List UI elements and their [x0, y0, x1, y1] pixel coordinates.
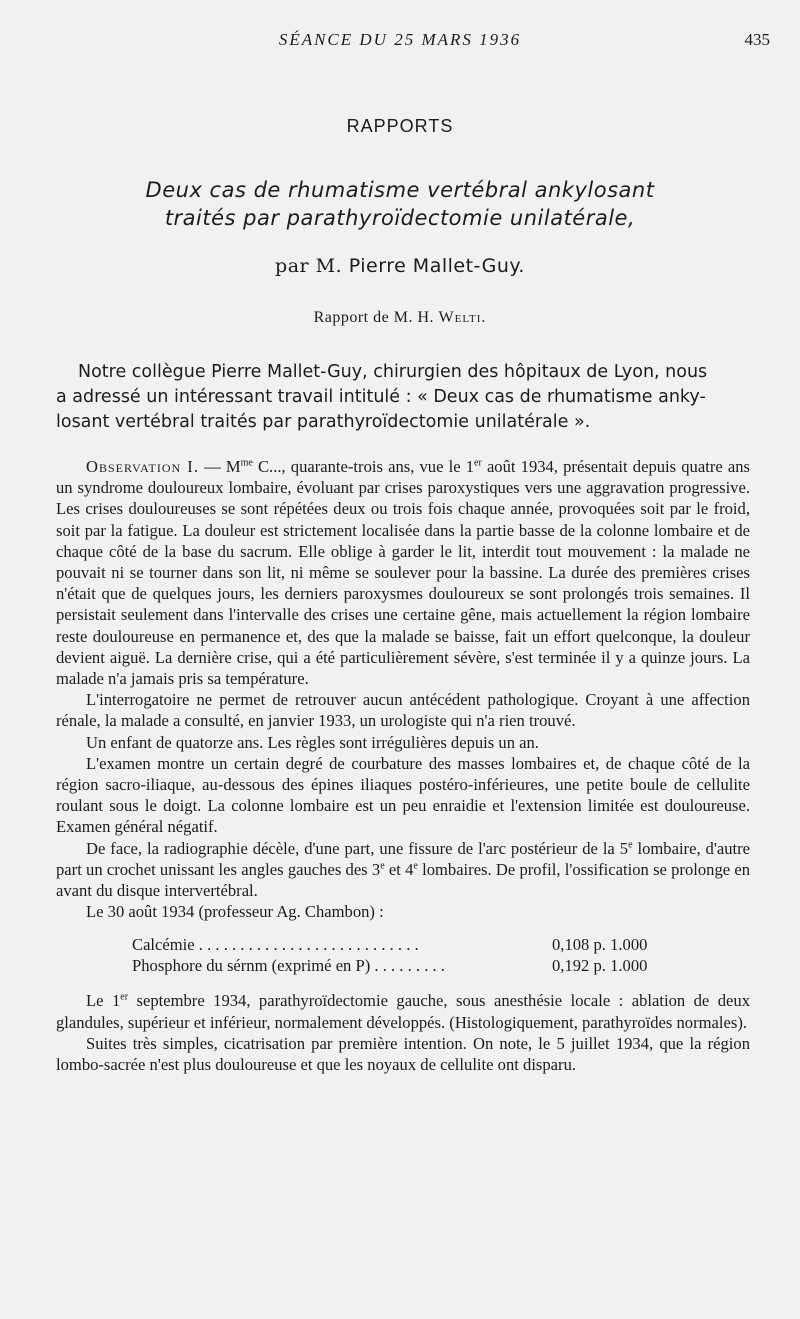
section-heading: RAPPORTS: [346, 116, 454, 136]
author-line: [0, 255, 800, 277]
observation-paragraph-5: [56, 838, 750, 902]
after-p1-b: septembre 1934, parathyroïdectomie gauche, sous anesthésie locale : ablation de deux glandules, supérieur et inférieur, normalement développés. (Histologiquement, parathyroïdes normales).: [56, 991, 751, 1032]
p5-sup-2: e: [380, 860, 385, 872]
author-name: Pierre Mallet-Guy.: [348, 255, 525, 277]
after-p1-a: Le 1: [86, 991, 121, 1011]
lab-results: [56, 934, 750, 976]
observation-label: Observation I.: [86, 457, 199, 476]
article-title-line-1: Deux cas de rhumatisme vertébral ankylosant: [145, 178, 655, 202]
intro-line-1: Notre collègue Pierre Mallet-Guy, chirurgien des hôpitaux de Lyon, nous: [78, 362, 708, 382]
lab-row: [56, 955, 750, 976]
lab-row: [56, 934, 750, 955]
lab-value: 0,192 p. 1.000: [552, 956, 648, 976]
after-p1-sup: er: [120, 991, 129, 1003]
after-paragraph-2: Suites très simples, cicatrisation par première intention. On note, le 5 juillet 1934, que la région lombo-sacrée n'est plus douloureuse et que les noyaux de cellulite ont disparu.: [56, 1033, 750, 1075]
lab-label: Phosphore du sérnm (exprimé en P) . . . . . . . . .: [132, 956, 445, 976]
report-prefix: Rapport de M. H.: [313, 309, 434, 326]
intro-line-3: losant vertébral traités par parathyroïdectomie unilatérale ».: [56, 412, 591, 432]
article-title: [0, 176, 800, 232]
lab-label: Calcémie . . . . . . . . . . . . . . . . . . . . . . . . . . .: [132, 935, 419, 955]
p5-a: De face, la radiographie décèle, d'une part, une fissure de l'arc postérieur de la 5: [86, 838, 629, 858]
p5-c: et 4: [384, 859, 414, 879]
report-author: Welti.: [438, 309, 487, 326]
p5-sup-1: e: [628, 839, 633, 851]
article-title-line-2: traités par parathyroïdectomie unilatérale,: [164, 206, 636, 230]
observation-paragraph-6: Le 30 août 1934 (professeur Ag. Chambon) :: [86, 902, 384, 922]
after-paragraph-1: [56, 990, 750, 1032]
observation-paragraph-2: L'interrogatoire ne permet de retrouver aucun antécédent pathologique. Croyant à une affection rénale, la malade a consulté, en janvier 1933, un urologiste qui n'a rien trouvé.: [56, 690, 750, 731]
observation-paragraph-3: Un enfant de quatorze ans. Les règles sont irrégulières depuis un an.: [86, 732, 539, 752]
page-number: 435: [744, 30, 770, 49]
observation-paragraph-4: L'examen montre un certain degré de courbature des masses lombaires et, de chaque côté de la région sacro-iliaque, au-dessous des épines iliaques postéro-inférieures, une petite boule de cellulite roulant sous le doigt. La colonne lombaire est un peu enraidie et l'extension limitée est douloureuse. Examen général négatif.: [56, 753, 750, 837]
observation-mme-sup: me: [240, 457, 253, 469]
p5-b: lombaire, d'autre part un crochet unissant les angles gauches des 3: [56, 838, 751, 879]
author-prefix: par M.: [275, 255, 343, 277]
observation-p1-text: août 1934, présentait depuis quatre ans un syndrome douloureux lombaire, évoluant par crises paroxystiques vers une aggravation progressive. Les crises douloureuses se sont répétées deux ou trois fois chaque année, provoquées soit par le froid, soit par la fatigue. La douleur est strictement localisée dans la partie basse de la colonne lombaire et de chaque côté de la base du sacrum. Elle oblige à garder le lit, interdit tout mouvement : la malade ne pouvait ni se tourner dans son lit, ni même se soulever pour la bassine. La durée des premières crises n'était que de quelques jours, les derniers paroxysmes douloureux se sont prolongés trois semaines. Il persistait seulement dans l'intervalle des crises une certaine gêne, mais actuellement la région lombaire reste douloureuse en permanence et, des que la malade se baisse, fait un effort quelconque, la douleur devient aiguë. La dernière crise, qui a été particulièrement sévère, s'est terminée il y a quinze jours. La malade n'a jamais pris sa température.: [56, 457, 750, 689]
intro-line-2: a adressé un intéressant travail intitulé : « Deux cas de rhumatisme anky-: [56, 387, 706, 407]
observation-dash: — M: [198, 457, 241, 476]
observation-p1-rest: C..., quarante-trois ans, vue le 1: [252, 457, 475, 476]
p5-d: lombaires. De profil, l'ossification se prolonge en avant du disque intervertébral.: [56, 859, 751, 901]
intro-paragraph: [56, 360, 748, 435]
observation-paragraph-1: [56, 456, 750, 689]
observation-body: [56, 456, 750, 1075]
observation-er-sup: er: [474, 457, 482, 469]
report-line: [0, 309, 800, 327]
lab-value: 0,108 p. 1.000: [552, 935, 648, 955]
p5-sup-3: e: [413, 860, 418, 872]
running-head: SÉANCE DU 25 MARS 1936: [278, 30, 522, 49]
